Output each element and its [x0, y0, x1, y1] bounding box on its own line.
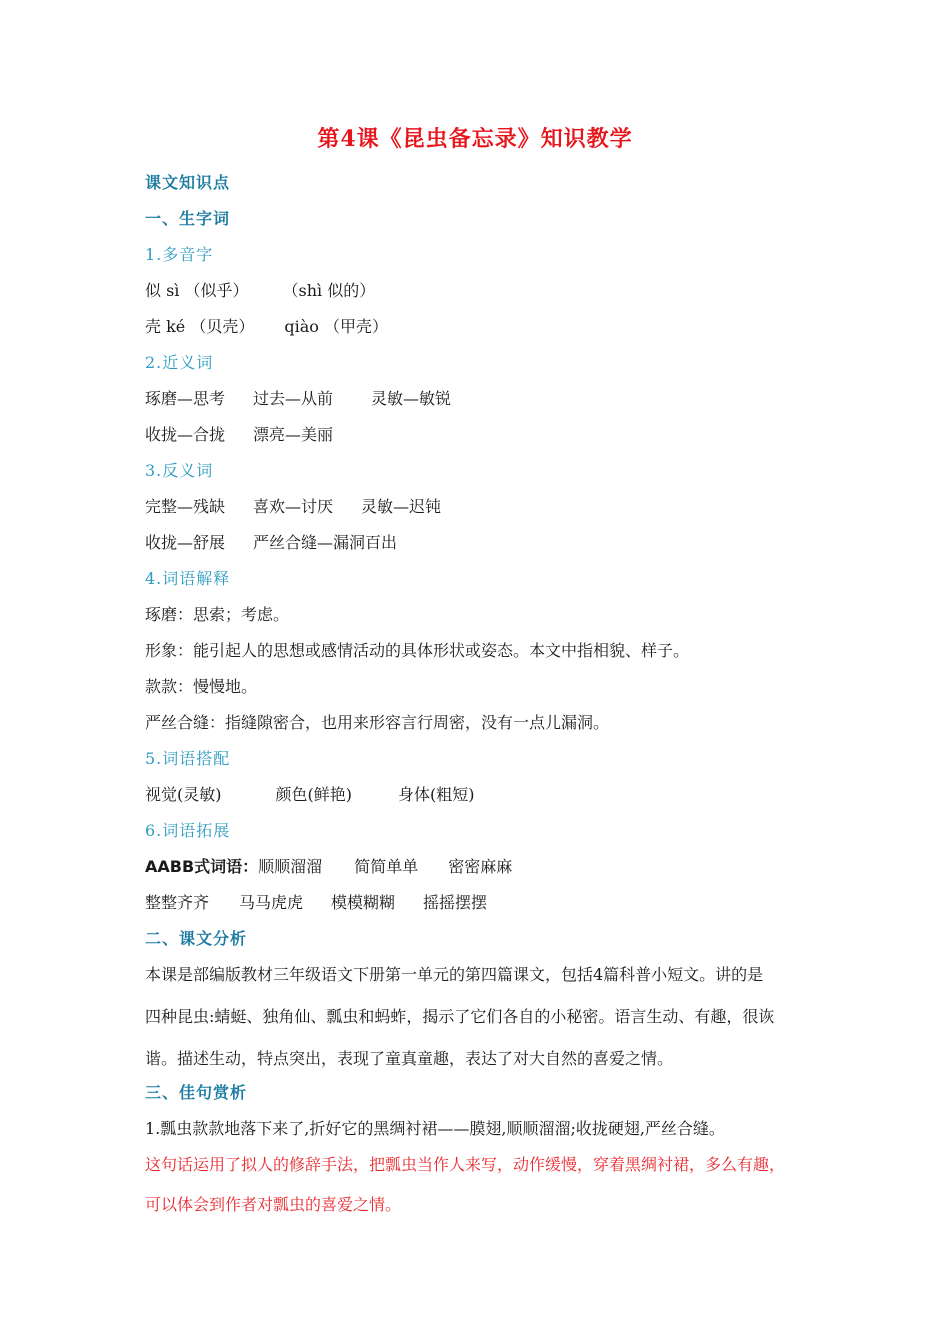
expand-line-2 — [145, 890, 487, 913]
polyphone-line-1 — [145, 278, 375, 301]
knowledge-heading: 课文知识点 — [145, 173, 231, 192]
section-2-heading: 二、课文分析 — [145, 929, 248, 948]
section-3-heading: 三、佳句赏析 — [145, 1083, 248, 1102]
expand-heading: 6.词语拓展 — [145, 821, 231, 840]
explain-item: 严丝合缝：指缝隙密合，也用来形容言行周密，没有一点儿漏洞。 — [145, 713, 610, 732]
polyphone-line-2 — [145, 314, 388, 337]
antonym-pair: 灵敏—迟钝 — [361, 497, 442, 516]
antonyms-line-2 — [145, 530, 397, 553]
explain-item: 形象：能引起人的思想或感情活动的具体形状或姿态。本文中指相貌、样子。 — [145, 641, 690, 660]
aabb-word: 简简单单 — [354, 857, 419, 876]
synonym-pair: 琢磨—思考 — [145, 389, 226, 408]
aabb-label: AABB式词语： — [145, 857, 259, 876]
antonym-pair: 收拢—舒展 — [145, 533, 226, 552]
antonyms-line-1 — [145, 494, 441, 517]
synonym-pair: 过去—从前 — [253, 389, 334, 408]
polyphone-item: qiào （甲壳） — [284, 317, 388, 336]
expand-line-1 — [145, 854, 512, 877]
aabb-word: 顺顺溜溜 — [258, 857, 323, 876]
explain-item: 琢磨：思索；考虑。 — [145, 605, 290, 624]
synonyms-heading: 2.近义词 — [145, 353, 214, 372]
collocation-item: 视觉(灵敏) — [145, 785, 222, 804]
antonym-pair: 喜欢—讨厌 — [253, 497, 334, 516]
collocation-heading: 5.词语搭配 — [145, 749, 231, 768]
aabb-word: 密密麻麻 — [448, 857, 513, 876]
quote-analysis-line: 可以体会到作者对瓢虫的喜爱之情。 — [145, 1195, 402, 1214]
synonym-pair: 漂亮—美丽 — [253, 425, 334, 444]
aabb-word: 整整齐齐 — [145, 893, 210, 912]
synonyms-line-2 — [145, 422, 333, 445]
analysis-paragraph-line: 谐。描述生动，特点突出，表现了童真童趣，表达了对大自然的喜爱之情。 — [145, 1049, 674, 1068]
section-1-heading: 一、生字词 — [145, 209, 231, 228]
quote-sentence: 1.瓢虫款款地落下来了,折好它的黑绸衬裙——膜翅,顺顺溜溜;收拢硬翅,严丝合缝。 — [145, 1119, 725, 1138]
aabb-word: 模模糊糊 — [331, 893, 396, 912]
quote-analysis-line: 这句话运用了拟人的修辞手法，把瓢虫当作人来写，动作缓慢，穿着黑绸衬裙，多么有趣， — [145, 1155, 786, 1174]
page-title: 第4课《昆虫备忘录》知识教学 — [317, 126, 633, 152]
polyphone-item: 壳 ké （贝壳） — [145, 317, 255, 336]
aabb-word: 摇摇摆摆 — [423, 893, 488, 912]
polyphone-item: （shì 似的） — [282, 281, 376, 300]
polyphone-heading: 1.多音字 — [145, 245, 214, 264]
collocation-line — [145, 782, 475, 805]
explain-item: 款款：慢慢地。 — [145, 677, 258, 696]
antonym-pair: 严丝合缝—漏洞百出 — [253, 533, 398, 552]
explain-heading: 4.词语解释 — [145, 569, 231, 588]
analysis-paragraph-line: 本课是部编版教材三年级语文下册第一单元的第四篇课文，包括4篇科普小短文。讲的是 — [145, 965, 764, 984]
polyphone-item: 似 sì （似乎） — [145, 281, 249, 300]
synonym-pair: 收拢—合拢 — [145, 425, 226, 444]
aabb-word: 马马虎虎 — [239, 893, 304, 912]
analysis-paragraph-line: 四种昆虫:蜻蜓、独角仙、瓢虫和蚂蚱，揭示了它们各自的小秘密。语言生动、有趣，很诙 — [145, 1007, 775, 1026]
synonyms-line-1 — [145, 386, 451, 409]
collocation-item: 颜色(鲜艳) — [275, 785, 352, 804]
collocation-item: 身体(粗短) — [398, 785, 475, 804]
antonym-pair: 完整—残缺 — [145, 497, 226, 516]
synonym-pair: 灵敏—敏锐 — [371, 389, 452, 408]
antonyms-heading: 3.反义词 — [145, 461, 214, 480]
